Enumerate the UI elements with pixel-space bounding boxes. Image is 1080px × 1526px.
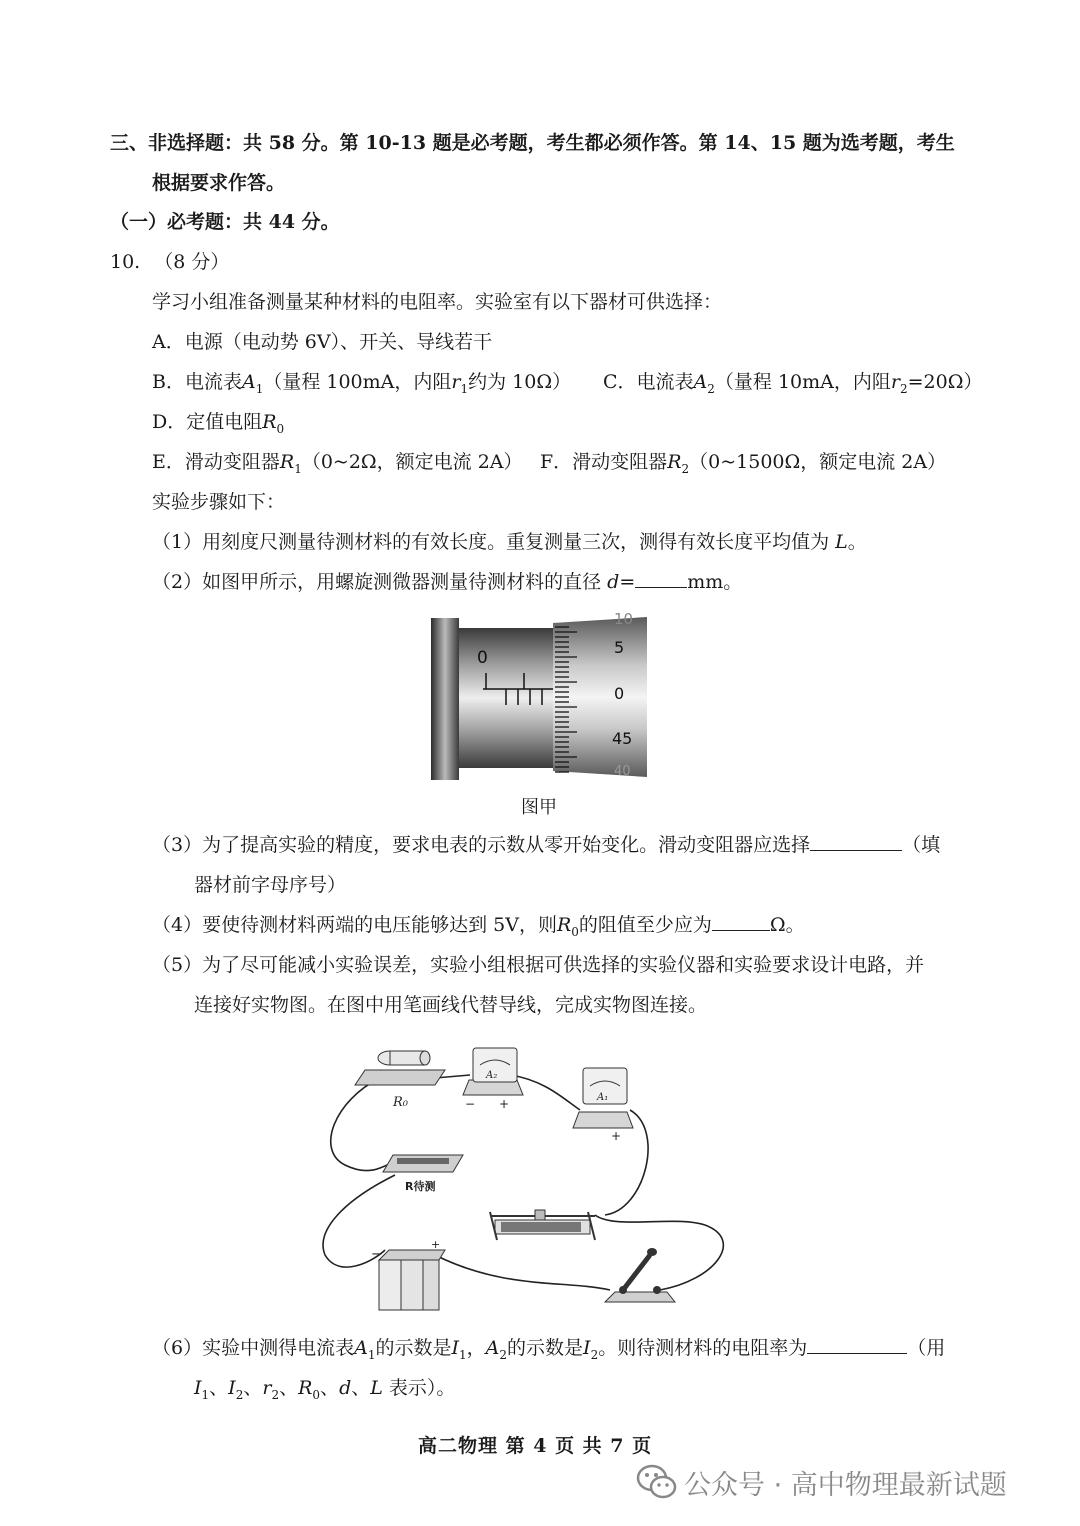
answer-blank-resistivity[interactable] bbox=[807, 1335, 907, 1354]
thimble-label-5: 5 bbox=[614, 638, 625, 657]
label-rx: R待测 bbox=[405, 1180, 436, 1193]
thimble-label-45: 45 bbox=[612, 729, 633, 748]
svg-text:+: + bbox=[499, 1097, 510, 1111]
label-r0: R₀ bbox=[393, 1095, 408, 1110]
option-f: F．滑动变阻器$R_2(0\sim 1500\Omega$，额定电流 2A） bbox=[540, 451, 947, 476]
answer-blank-d[interactable] bbox=[635, 569, 687, 588]
option-d: D．定值电阻$R_0$ bbox=[152, 411, 285, 436]
step-3: （3）为了提高实验的精度，要求电表的示数从零开始变化。滑动变阻器应选择 （填 bbox=[152, 834, 941, 856]
resistor-under-test bbox=[383, 1155, 463, 1193]
step-1: （1）用刻度尺测量待测材料的有效长度。重复测量三次，测得有效长度平均值为 L。 bbox=[152, 531, 867, 553]
step-4: （4）要使待测材料两端的电压能够达到 5V，则$R_0$的阻值至少应为 Ω。 bbox=[152, 914, 805, 939]
svg-text:−: − bbox=[371, 1247, 382, 1262]
question-number: 10. bbox=[110, 251, 141, 273]
step-2: （2）如图甲所示，用螺旋测微器测量待测材料的直径 d= mm。 bbox=[152, 571, 743, 593]
watermark-text: 公众号 · 高中物理最新试题 bbox=[684, 1470, 1007, 1501]
step-3-cont: 器材前字母序号） bbox=[194, 874, 347, 896]
label-a2: A₂ bbox=[486, 1070, 498, 1081]
wechat-icon bbox=[636, 1462, 678, 1502]
step-5-cont: 连接好实物图。在图中用笔画线代替导线，完成实物图连接。 bbox=[194, 994, 708, 1016]
battery bbox=[371, 1238, 445, 1310]
steps-title: 实验步骤如下： bbox=[152, 491, 286, 513]
figure-1-caption: 图甲 bbox=[521, 797, 557, 818]
answer-blank-r0[interactable] bbox=[712, 912, 770, 931]
micrometer-sleeve bbox=[459, 628, 559, 768]
thimble-label-10: 10 bbox=[614, 613, 634, 628]
ammeter-a2 bbox=[463, 1048, 523, 1111]
page-footer: 高二物理 第 4 页 共 7 页 bbox=[418, 1435, 653, 1457]
thimble-label-0: 0 bbox=[614, 684, 625, 703]
option-c: C．电流表$A_2$（量程 10mA，内阻$r_2=20\Omega$） bbox=[603, 371, 983, 396]
question-score: （8 分） bbox=[154, 251, 230, 273]
option-e: E．滑动变阻器$R_1(0\sim 2\Omega$，额定电流 2A） bbox=[152, 451, 523, 476]
ammeter-a1 bbox=[573, 1068, 633, 1143]
option-a: A．电源（电动势 6V）、开关、导线若干 bbox=[152, 331, 493, 353]
main-scale-zero: 0 bbox=[477, 648, 488, 668]
circuit-figure bbox=[305, 1040, 735, 1320]
question-intro: 学习小组准备测量某种材料的电阻率。实验室有以下器材可供选择： bbox=[152, 291, 723, 313]
subsection-heading: （一）必考题：共 44 分。 bbox=[110, 211, 340, 233]
svg-text:−: − bbox=[465, 1097, 476, 1111]
sliding-rheostat bbox=[490, 1210, 595, 1240]
micrometer-figure bbox=[431, 613, 649, 781]
switch bbox=[605, 1248, 675, 1302]
step-5: （5）为了尽可能减小实验误差，实验小组根据可供选择的实验仪器和实验要求设计电路，并 bbox=[152, 954, 925, 976]
svg-text:+: + bbox=[431, 1238, 441, 1251]
thimble-label-40: 40 bbox=[614, 764, 631, 779]
label-a1: A₁ bbox=[597, 1092, 609, 1103]
svg-text:+: + bbox=[611, 1129, 622, 1143]
answer-blank-rheostat[interactable] bbox=[810, 832, 902, 851]
step-6-cont: $I_1$、$I_2$、$r_2$、$R_0$、d、L 表示）。 bbox=[194, 1377, 456, 1402]
section-heading: 三、非选择题：共 58 分。第 10-13 题是必考题，考生都必须作答。第 14、15 题为选考题，考生 bbox=[110, 132, 955, 154]
step-6: （6）实验中测得电流表$A_1$的示数是$I_1$，$A_2$的示数是$I_2$。则待测材料的电阻率为 （用 bbox=[152, 1337, 946, 1362]
resistor-r0 bbox=[355, 1051, 445, 1110]
option-b: B．电流表$A_1$（量程 100mA，内阻$r_1$约为 10Ω） bbox=[152, 371, 572, 396]
micrometer-frame bbox=[431, 618, 459, 780]
question-number-line bbox=[110, 249, 229, 275]
section-heading-cont: 根据要求作答。 bbox=[152, 172, 286, 194]
